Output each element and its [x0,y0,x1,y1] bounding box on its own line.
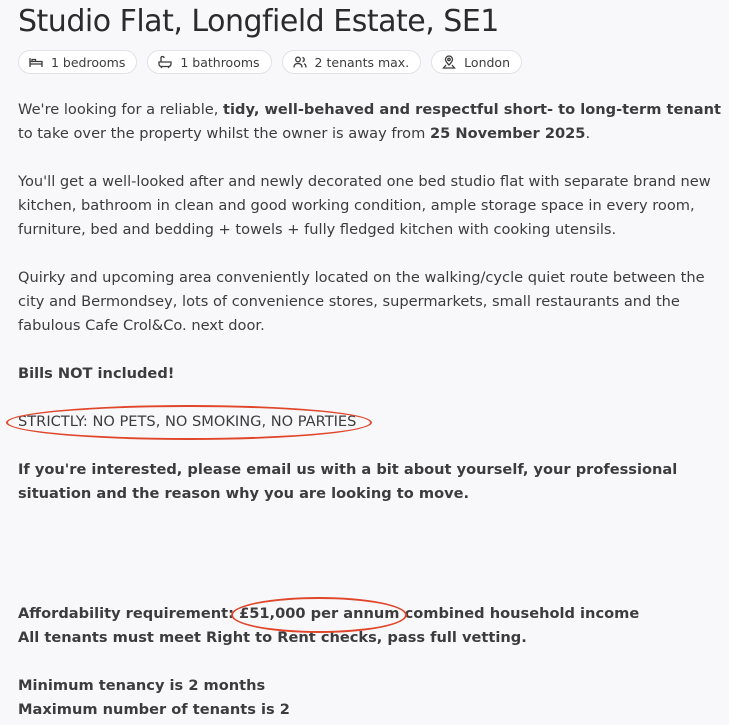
feature-chips [18,50,522,74]
intro-tenant-requirement: tidy, well-behaved and respectful short- to long-term tenant [223,101,721,118]
rules-text: STRICTLY: NO PETS, NO SMOKING, NO PARTIES [18,413,357,430]
affordability-label: Affordability requirement: [18,605,240,622]
listing-title: Studio Flat, Longfield Estate, SE1 [18,4,499,39]
area-paragraph: Quirky and upcoming area conveniently located on the walking/cycle quiet route between the city and Bermondsey, lots of convenience stores, supermarkets, small restaurants and the fabulous Cafe Crol&Co. next door. [18,269,705,334]
intro-start-date: 25 November 2025 [429,125,586,142]
affordability-suffix: combined household income [399,605,640,622]
bath-icon [158,55,172,69]
location-pin-icon [442,55,456,69]
right-to-rent-line: All tenants must meet Right to Rent checks, pass full vetting. [18,629,527,646]
chip-bathrooms-label: 1 bathrooms [180,54,260,70]
chip-bedrooms [18,50,137,74]
price-highlight [239,602,399,626]
chip-bathrooms [147,50,271,74]
bed-icon [29,55,43,69]
chip-bedrooms-label: 1 bedrooms [51,54,126,70]
maximum-tenants-line: Maximum number of tenants is 2 [18,701,290,718]
intro-paragraph [18,98,723,146]
rules-highlight [18,410,356,434]
chip-location-label: London [464,54,510,70]
bills-notice: Bills NOT included! [18,365,175,382]
affordability-line [18,602,723,626]
contact-paragraph: If you're interested, please email us with a bit about yourself, your professional situation and the reason why you are looking to move. [18,461,678,502]
intro-text-e: . [585,125,591,142]
affordability-price: £51,000 per annum [239,605,400,622]
people-icon [293,55,307,69]
minimum-tenancy-line: Minimum tenancy is 2 months [18,677,266,694]
intro-text-a: We're looking for a reliable, [18,101,224,118]
rules-line [18,410,723,434]
features-paragraph: You'll get a well-looked after and newly decorated one bed studio flat with separate brand new kitchen, bathroom in clean and good working condition, ample storage space in every room, furniture, bed and bedding + towels + fully fledged kitchen with cooking utensils. [18,173,711,238]
chip-tenants-label: 2 tenants max. [314,54,410,70]
intro-text-c: to take over the property whilst the owner is away from [18,125,430,142]
chip-tenants [282,50,422,74]
listing-description [18,98,723,722]
chip-location [431,50,522,74]
